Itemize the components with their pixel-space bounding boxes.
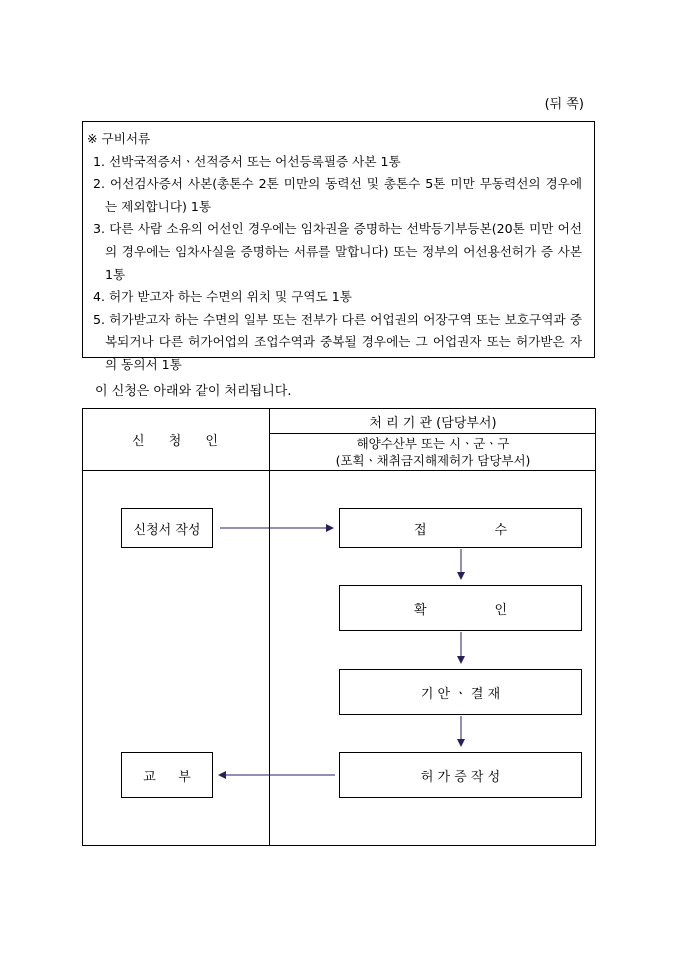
- step-receive-char-2: 수: [494, 522, 508, 538]
- step-draft-approval: 기 안 ㆍ 결 재: [339, 669, 582, 715]
- step-receive-char-1: 접: [413, 522, 427, 538]
- document-item-3: 3. 다른 사람 소유의 어선인 경우에는 임차권을 증명하는 선박등기부등본(20톤 미만 어선의 경우에는 임차사실을 증명하는 서류를 말합니다) 또는 정부의 어선용선허가 증 사본 1통: [93, 221, 582, 282]
- agency-department: (포획ㆍ채취금지해제허가 담당부서): [335, 453, 531, 468]
- document-item-4: 4. 허가 받고자 하는 수면의 위치 및 구역도 1통: [93, 289, 352, 305]
- step-confirm-char-1: 확: [413, 602, 427, 618]
- step-deliver-char-2: 부: [178, 769, 191, 785]
- required-documents-title: ※ 구비서류: [87, 131, 151, 146]
- flow-arrows: [83, 409, 595, 845]
- step-write-application: 신청서 작성: [121, 508, 213, 548]
- step-issue-permit: 허 가 증 작 성: [339, 752, 582, 798]
- page-side-note: (뒤 쪽): [544, 97, 584, 112]
- step-confirm-char-2: 인: [494, 602, 508, 618]
- process-intro-text: 이 신청은 아래와 같이 처리됩니다.: [95, 384, 292, 399]
- agency-name: 해양수산부 또는 시ㆍ군ㆍ구: [356, 436, 510, 451]
- document-item-1: 1. 선박국적증서ㆍ선적증서 또는 어선등록필증 사본 1통: [93, 153, 401, 169]
- step-deliver-char-1: 교: [143, 769, 156, 785]
- applicant-column-header: 신 청 인: [132, 434, 228, 449]
- agency-column-header: 처 리 기 관 (담당부서): [369, 415, 497, 431]
- required-documents-box: [82, 121, 595, 372]
- document-item-5: 5. 허가받고자 하는 수면의 일부 또는 전부가 다른 어업권의 어장구역 또는 보호구역과 중복되거나 다른 허가어업의 조업수역과 중복될 경우에는 그 어업권자 또는 허가받은 자의 동의서 1통: [93, 311, 582, 372]
- document-item-2: 2. 어선검사증서 사본(총톤수 2톤 미만의 동력선 및 총톤수 5톤 미만 무동력선의 경우에는 제외합니다) 1통: [93, 176, 582, 214]
- process-flowchart: [82, 408, 596, 846]
